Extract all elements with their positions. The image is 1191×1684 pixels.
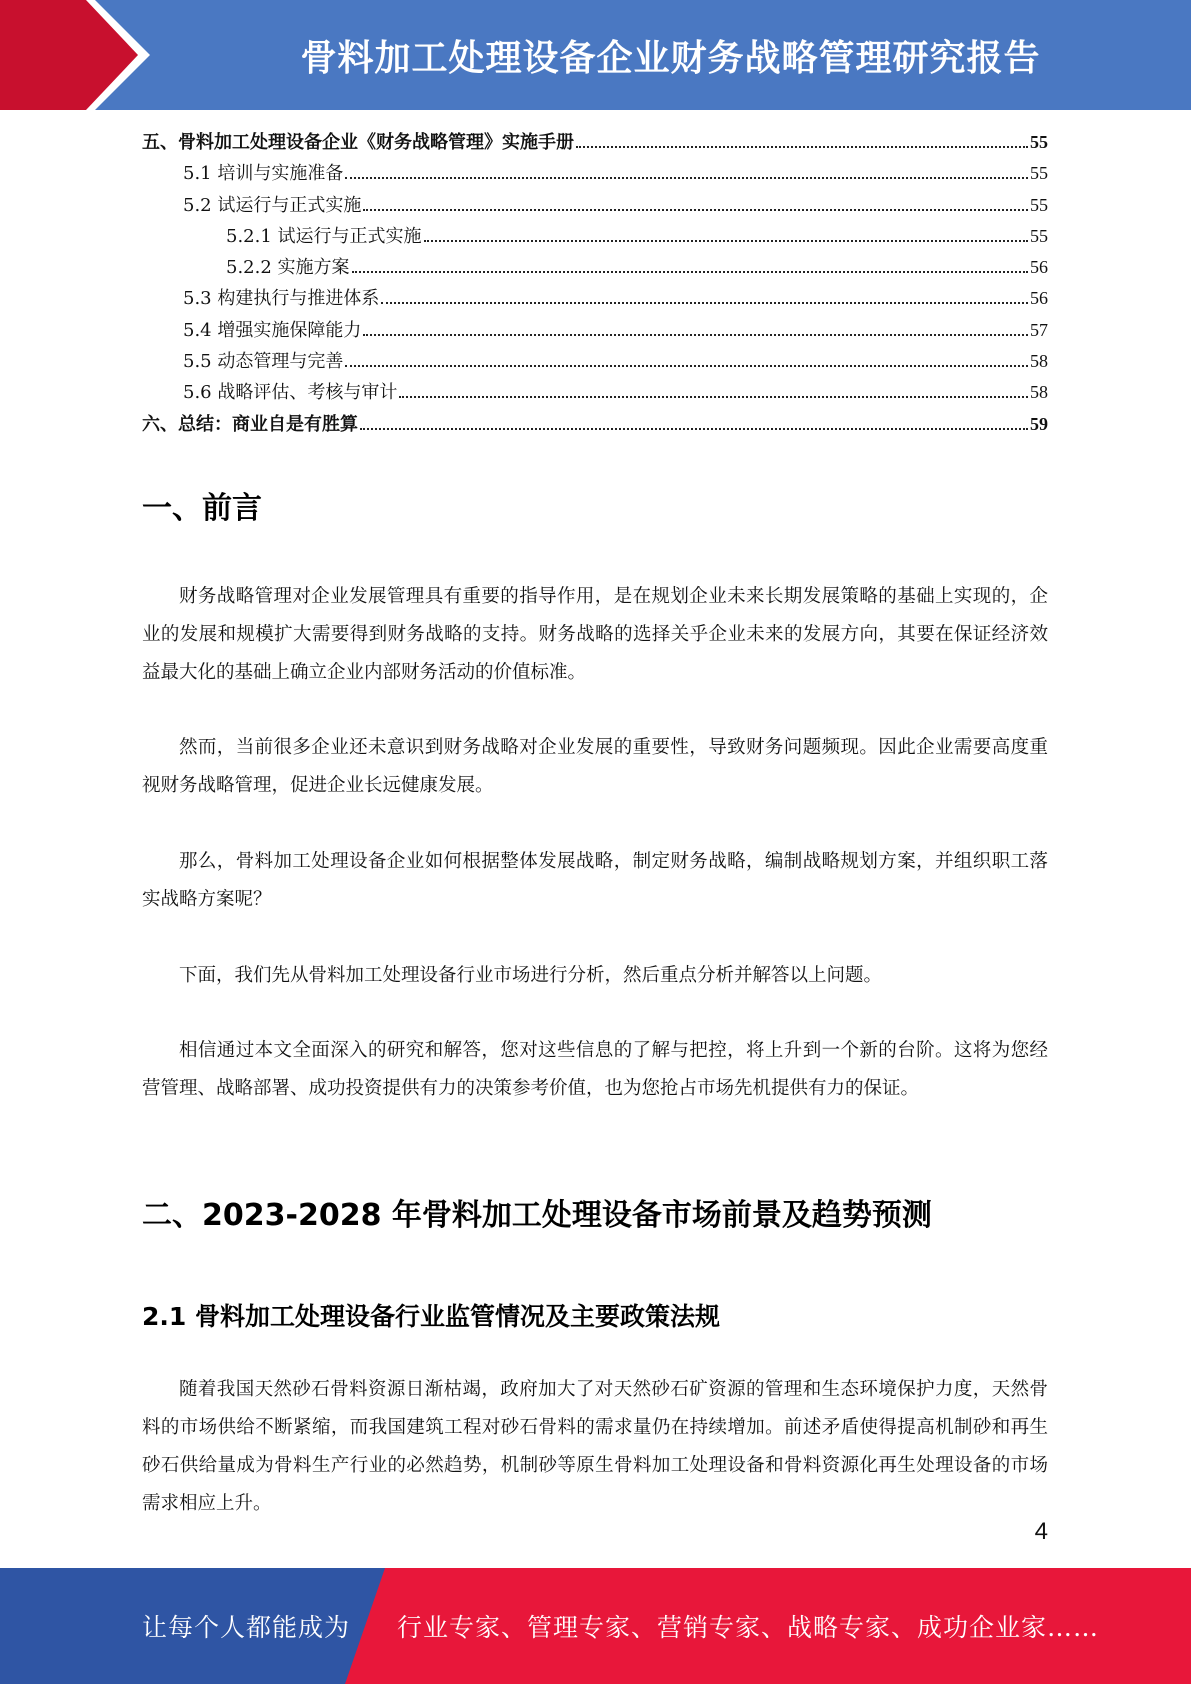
toc-entry-page: 58 xyxy=(1030,382,1048,403)
toc-leader-dots xyxy=(363,334,1028,336)
toc-entry-page: 57 xyxy=(1030,319,1048,340)
toc-entry-title: 5.5 动态管理与完善 xyxy=(183,351,344,373)
toc-leader-dots xyxy=(424,240,1028,242)
toc-entry-page: 55 xyxy=(1030,132,1048,152)
toc-entry-title: 五、骨料加工处理设备企业《财务战略管理》实施手册 xyxy=(142,132,574,153)
subsection-heading-regulation: 2.1 骨料加工处理设备行业监管情况及主要政策法规 xyxy=(142,1302,720,1331)
paragraph: 那么，骨料加工处理设备企业如何根据整体发展战略，制定财务战略，编制战略规划方案，并组织职工落实战略方案呢？ xyxy=(142,851,1048,910)
toc-leader-dots xyxy=(345,177,1028,179)
footer-banner xyxy=(0,1568,1191,1684)
header-banner xyxy=(0,0,1191,110)
toc-entry[interactable] xyxy=(142,316,1048,347)
toc-leader-dots xyxy=(576,146,1028,148)
toc-entry-page: 55 xyxy=(1030,225,1048,246)
toc-leader-dots xyxy=(399,396,1028,398)
toc-leader-dots xyxy=(345,365,1028,367)
toc-entry[interactable] xyxy=(142,253,1048,284)
toc-leader-dots xyxy=(363,209,1028,211)
footer-slogan-left: 让每个人都能成为 xyxy=(142,1613,351,1642)
toc-entry-page: 55 xyxy=(1030,163,1048,184)
toc-entry[interactable] xyxy=(142,410,1048,441)
toc-entry[interactable] xyxy=(142,159,1048,190)
toc-leader-dots xyxy=(352,271,1028,273)
toc-entry[interactable] xyxy=(142,191,1048,222)
page-number: 4 xyxy=(1034,1518,1048,1545)
toc-entry-title: 六、总结：商业自是有胜算 xyxy=(142,413,358,435)
toc-entry-title: 5.2 试运行与正式实施 xyxy=(183,194,362,216)
toc-entry-page: 59 xyxy=(1030,413,1048,434)
toc-entry-title: 5.3 构建执行与推进体系 xyxy=(183,288,380,310)
toc-entry[interactable] xyxy=(142,222,1048,253)
toc-entry[interactable] xyxy=(142,378,1048,409)
paragraph: 相信通过本文全面深入的研究和解答，您对这些信息的了解与把控，将上升到一个新的台阶。这将为您经营管理、战略部署、成功投资提供有力的决策参考价值，也为您抢占市场先机提供有力的保证。 xyxy=(142,1040,1048,1099)
toc-entry-title: 5.4 增强实施保障能力 xyxy=(183,319,362,341)
toc-entry-page: 58 xyxy=(1030,351,1048,372)
table-of-contents xyxy=(142,128,1048,441)
toc-entry[interactable] xyxy=(142,284,1048,315)
toc-leader-dots xyxy=(381,302,1028,304)
report-title: 骨料加工处理设备企业财务战略管理研究报告 xyxy=(300,37,1041,79)
paragraph: 财务战略管理对企业发展管理具有重要的指导作用，是在规划企业未来长期发展策略的基础上实现的，企业的发展和规模扩大需要得到财务战略的支持。财务战略的选择关乎企业未来的发展方向，其要在保证经济效益最大化的基础上确立企业内部财务活动的价值标准。 xyxy=(142,586,1048,683)
footer-slogan-right: 行业专家、管理专家、营销专家、战略专家、成功企业家…… xyxy=(397,1613,1100,1642)
toc-entry-title: 5.1 培训与实施准备 xyxy=(183,163,344,185)
toc-entry[interactable] xyxy=(142,347,1048,378)
paragraph: 随着我国天然砂石骨料资源日渐枯竭，政府加大了对天然砂石矿资源的管理和生态环境保护力度，天然骨料的市场供给不断紧缩，而我国建筑工程对砂石骨料的需求量仍在持续增加。前述矛盾使得提高机制砂和再生砂石供给量成为骨料生产行业的必然趋势，机制砂等原生骨料加工处理设备和骨料资源化再生处理设备的市场需求相应上升。 xyxy=(142,1379,1048,1514)
toc-entry[interactable] xyxy=(142,128,1048,159)
paragraph: 然而，当前很多企业还未意识到财务战略对企业发展的重要性，导致财务问题频现。因此企业需要高度重视财务战略管理，促进企业长远健康发展。 xyxy=(142,737,1048,796)
toc-entry-page: 55 xyxy=(1030,194,1048,215)
toc-entry-page: 56 xyxy=(1030,288,1048,309)
toc-entry-title: 5.2.1 试运行与正式实施 xyxy=(226,225,422,247)
toc-entry-page: 56 xyxy=(1030,257,1048,278)
toc-entry-title: 5.6 战略评估、考核与审计 xyxy=(183,382,398,404)
paragraph: 下面，我们先从骨料加工处理设备行业市场进行分析，然后重点分析并解答以上问题。 xyxy=(179,965,883,986)
section-heading-market-outlook: 二、2023-2028 年骨料加工处理设备市场前景及趋势预测 xyxy=(142,1198,932,1233)
toc-leader-dots xyxy=(360,428,1028,430)
toc-entry-title: 5.2.2 实施方案 xyxy=(226,257,350,279)
section-heading-preface: 一、前言 xyxy=(142,491,262,526)
